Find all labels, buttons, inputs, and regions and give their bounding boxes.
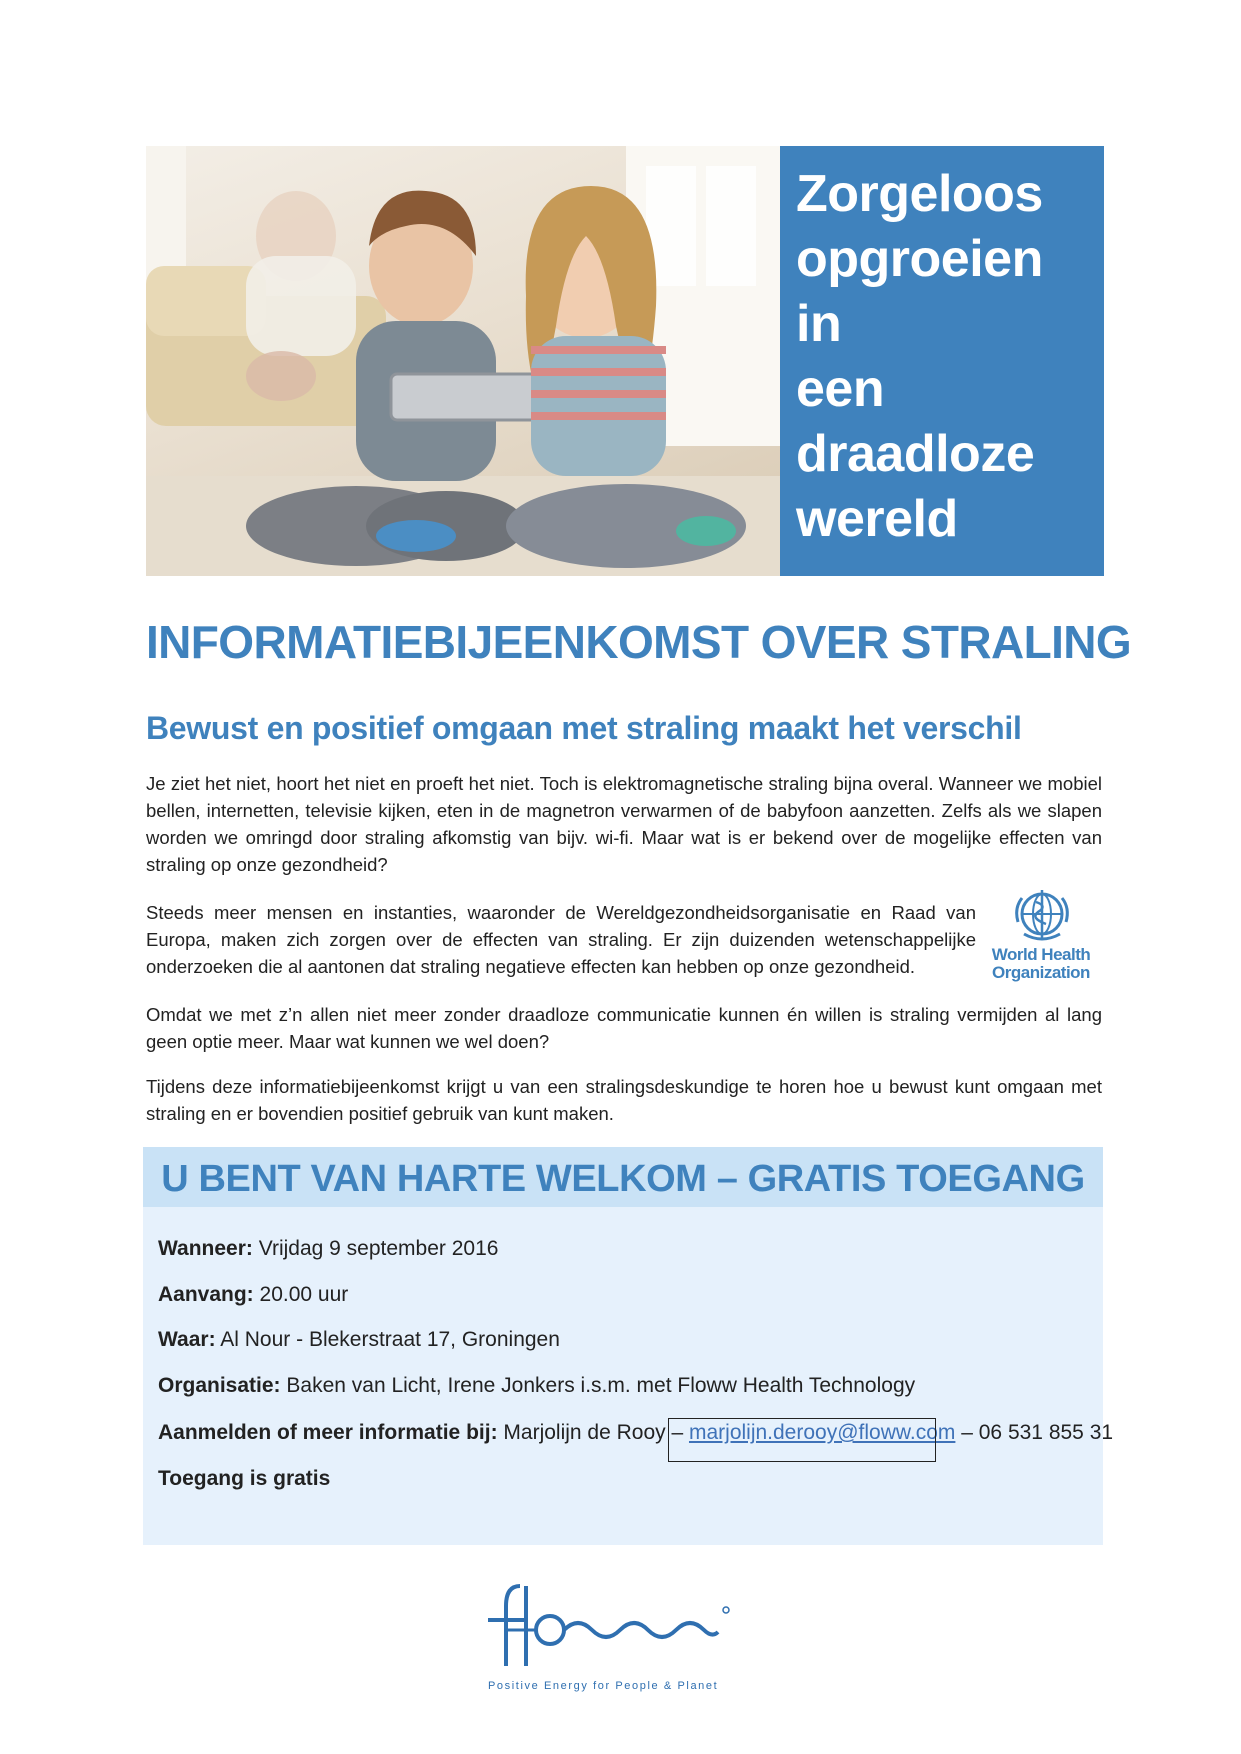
where-label: Waar: bbox=[158, 1328, 216, 1351]
page-title: INFORMATIEBIJEENKOMST OVER STRALING bbox=[146, 616, 1132, 668]
floww-wordmark-icon bbox=[486, 1566, 756, 1676]
hero-photo bbox=[146, 146, 780, 576]
when-label: Wanneer: bbox=[158, 1237, 253, 1260]
free-entry-line: Toegang is gratis bbox=[158, 1467, 331, 1490]
who-logo-text bbox=[990, 946, 1092, 982]
floww-logo bbox=[486, 1566, 756, 1691]
floww-tagline: Positive Energy for People & Planet bbox=[488, 1680, 719, 1692]
contact-email-link[interactable]: marjolijn.derooy@floww.com bbox=[688, 1421, 956, 1444]
contact-line bbox=[158, 1419, 1113, 1447]
email-highlight-frame bbox=[668, 1418, 936, 1462]
when-line bbox=[158, 1235, 498, 1263]
where-value: Al Nour - Blekerstraat 17, Groningen bbox=[215, 1328, 560, 1351]
start-line bbox=[158, 1281, 348, 1309]
event-info-box bbox=[143, 1147, 1114, 1545]
welcome-banner: U BENT VAN HARTE WELKOM – GRATIS TOEGANG bbox=[143, 1147, 1103, 1207]
who-logo bbox=[990, 888, 1092, 988]
organisation-line bbox=[158, 1372, 915, 1400]
hero-title-line: een bbox=[796, 360, 885, 418]
contact-label: Aanmelden of meer informatie bij: bbox=[158, 1421, 498, 1444]
hero-title-line: draadloze bbox=[796, 425, 1035, 483]
hero-title-box bbox=[780, 146, 1104, 576]
contact-name: Marjolijn de Rooy – bbox=[497, 1421, 689, 1444]
who-emblem-icon bbox=[1012, 888, 1072, 944]
concern-paragraph: Steeds meer mensen en instanties, waaronder de Wereldgezondheidsorganisatie en Raad van Europa, maken zich zorgen over de effecten van straling. Er zijn duizenden wetenschappelijke onderzoeken die al aantonen dat straling negatieve effecten kan hebben op onze gezondheid. bbox=[146, 902, 976, 977]
hero-title-line: Zorgeloos bbox=[796, 165, 1043, 223]
page-subtitle: Bewust en positief omgaan met straling maakt het verschil bbox=[146, 710, 1022, 746]
intro-paragraph: Je ziet het niet, hoort het niet en proeft het niet. Toch is elektromagnetische straling bijna overal. Wanneer we mobiel bellen, internetten, televisie kijken, eten in de magnetron verwarmen of de babyfoon aanzetten. Zelfs als we slapen worden we omringd door straling afkomstig van bijv. wi-fi. Maar wat is er bekend over de mogelijke effecten van straling op onze gezondheid? bbox=[146, 773, 1102, 875]
when-value: Vrijdag 9 september 2016 bbox=[252, 1237, 499, 1260]
children-with-tablet-image bbox=[146, 146, 780, 576]
who-logo-line: Organization bbox=[992, 963, 1090, 982]
hero-title-line: opgroeien in bbox=[796, 230, 1043, 353]
organisation-value: Baken van Licht, Irene Jonkers i.s.m. met Floww Health Technology bbox=[280, 1374, 916, 1397]
contact-phone: – 06 531 855 31 bbox=[955, 1421, 1114, 1444]
event-paragraph: Tijdens deze informatiebijeenkomst krijgt u van een stralingsdeskundige te horen hoe u bewust kunt omgaan met straling en er bovendien positief gebruik van kunt maken. bbox=[146, 1076, 1102, 1124]
where-line bbox=[158, 1326, 560, 1354]
who-logo-line: World Health bbox=[991, 945, 1091, 964]
start-value: 20.00 uur bbox=[253, 1283, 349, 1306]
wireless-paragraph: Omdat we met z’n allen niet meer zonder draadloze communicatie kunnen én willen is straling vermijden al lang geen optie meer. Maar wat kunnen we wel doen? bbox=[146, 1004, 1102, 1052]
hero-title-line: wereld bbox=[796, 490, 958, 548]
start-label: Aanvang: bbox=[158, 1283, 254, 1306]
organisation-label: Organisatie: bbox=[158, 1374, 281, 1397]
